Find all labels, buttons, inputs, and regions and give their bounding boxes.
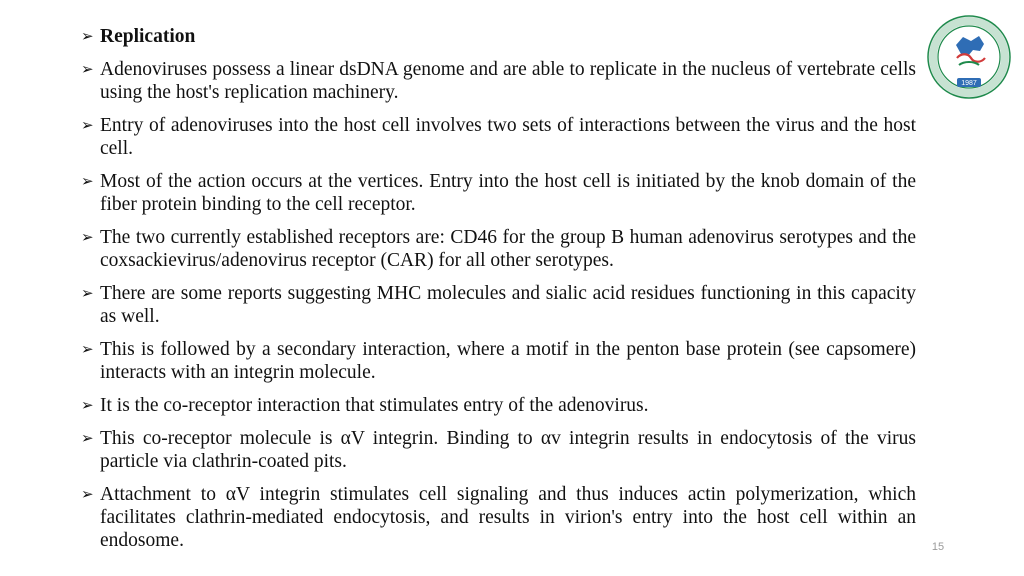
bullet-text: There are some reports suggesting MHC molecules and sialic acid residues functioning in this capacity as well. xyxy=(100,283,916,327)
bullet-text: Most of the action occurs at the vertices. Entry into the host cell is initiated by the knob domain of the fiber protein binding to the cell receptor. xyxy=(100,171,916,215)
bullet-text: Attachment to αV integrin stimulates cell signaling and thus induces actin polymerization, which facilitates clathrin-mediated endocytosis, and results in virion's entry into the host cell within an endosome. xyxy=(100,484,916,551)
bullet-arrow-icon: ➢ xyxy=(81,27,94,45)
bullet-arrow-icon: ➢ xyxy=(81,116,94,134)
bullet-arrow-icon: ➢ xyxy=(81,485,94,503)
bullet-text: Replication xyxy=(100,26,196,47)
bullet-item xyxy=(80,58,916,104)
logo-year: 1987 xyxy=(961,80,977,87)
bullet-arrow-icon: ➢ xyxy=(81,340,94,358)
bullet-arrow-icon: ➢ xyxy=(81,60,94,78)
bullet-item xyxy=(80,394,916,417)
bullet-item xyxy=(80,226,916,272)
bullet-item xyxy=(80,427,916,473)
bullet-item xyxy=(80,114,916,160)
page-number: 15 xyxy=(931,541,945,553)
bullet-item xyxy=(80,338,916,384)
university-logo xyxy=(927,15,1011,99)
bullet-arrow-icon: ➢ xyxy=(81,284,94,302)
bullet-list xyxy=(80,25,916,562)
bullet-text: This co-receptor molecule is αV integrin. Binding to αv integrin results in endocytosis of the virus particle via clathrin-coated pits. xyxy=(100,428,916,472)
bullet-item xyxy=(80,483,916,552)
bullet-item xyxy=(80,170,916,216)
bullet-text: Adenoviruses possess a linear dsDNA genome and are able to replicate in the nucleus of vertebrate cells using the host's replication machinery. xyxy=(100,59,916,103)
bullet-text: It is the co-receptor interaction that stimulates entry of the adenovirus. xyxy=(100,395,649,416)
bullet-arrow-icon: ➢ xyxy=(81,172,94,190)
bullet-item xyxy=(80,25,916,48)
bullet-text: The two currently established receptors are: CD46 for the group B human adenovirus serotypes and the coxsackievirus/adenovirus receptor (CAR) for all other serotypes. xyxy=(100,227,916,271)
bullet-arrow-icon: ➢ xyxy=(81,228,94,246)
bullet-arrow-icon: ➢ xyxy=(81,396,94,414)
bullet-text: This is followed by a secondary interaction, where a motif in the penton base protein (see capsomere) interacts with an integrin molecule. xyxy=(100,339,916,383)
bullet-arrow-icon: ➢ xyxy=(81,429,94,447)
bullet-item xyxy=(80,282,916,328)
bullet-text: Entry of adenoviruses into the host cell involves two sets of interactions between the virus and the host cell. xyxy=(100,115,916,159)
